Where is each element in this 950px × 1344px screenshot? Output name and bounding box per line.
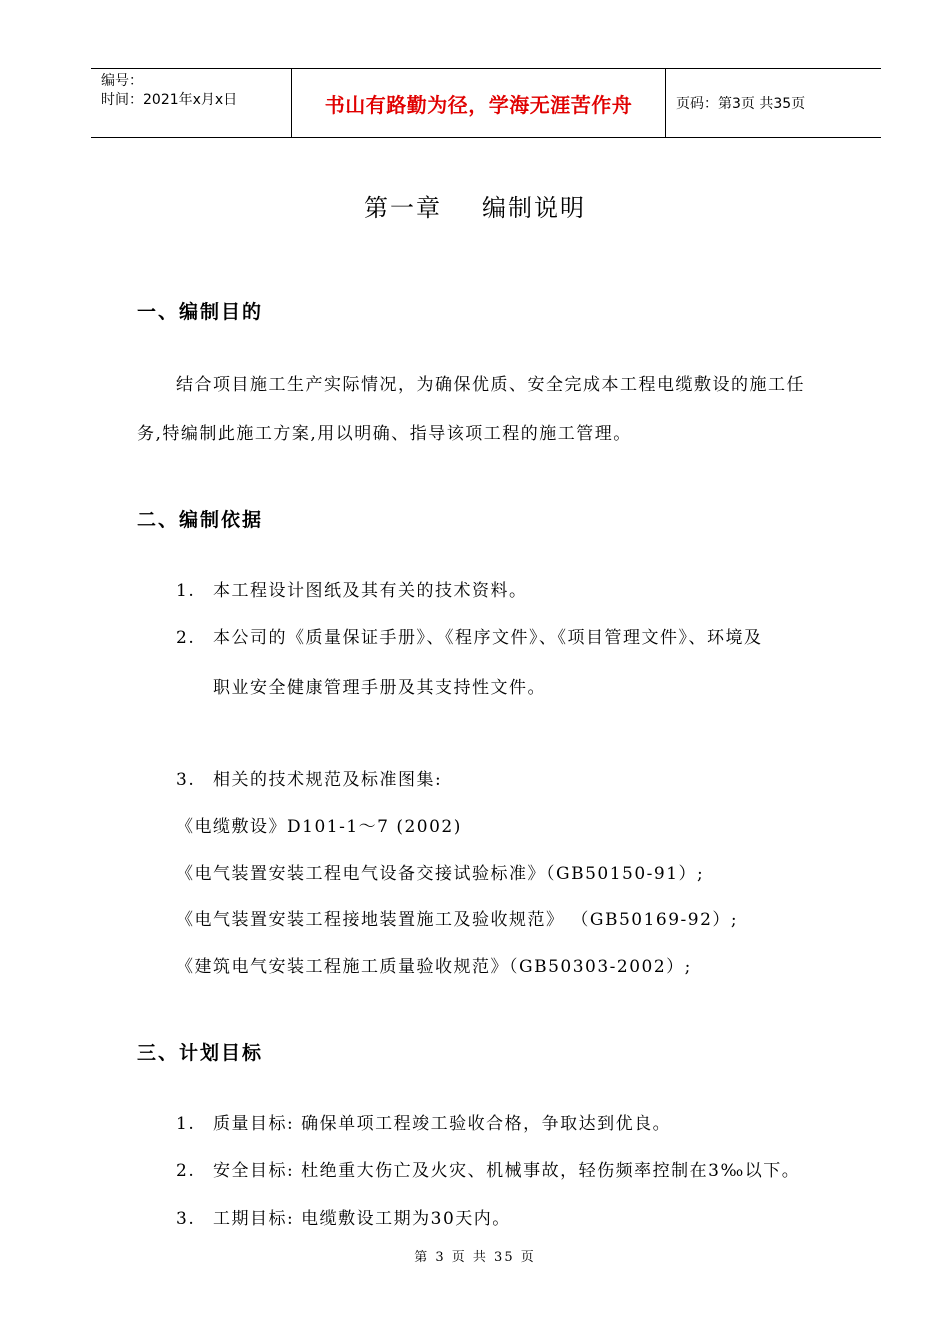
section-3-title: 三、计划目标 <box>137 1042 264 1064</box>
item-text: 工期目标: 电缆敷设工期为30天内。 <box>213 1209 511 1229</box>
header-motto: 书山有路勤为径，学海无涯苦作舟 <box>292 69 666 137</box>
item-text: 本工程设计图纸及其有关的技术资料。 <box>213 581 528 601</box>
item-text: 质量目标: 确保单项工程竣工验收合格，争取达到优良。 <box>213 1114 672 1134</box>
item-number: 2. <box>176 1161 196 1181</box>
date-label: 时间：2021年x月x日 <box>101 92 238 108</box>
item-number: 1. <box>176 1114 196 1134</box>
item-number: 2. <box>176 628 196 648</box>
item-number: 3. <box>176 1209 196 1229</box>
reference-1: 《电缆敷设》D101-1～7 (2002) <box>176 817 462 837</box>
section-3-item-1 <box>176 1109 671 1134</box>
section-2-title: 二、编制依据 <box>137 509 264 531</box>
item-text: 本公司的《质量保证手册》、《程序文件》、《项目管理文件》、环境及 <box>213 628 763 648</box>
page-footer: 第 3 页 共 35 页 <box>414 1250 536 1265</box>
section-3-item-2 <box>176 1156 800 1181</box>
header-table <box>91 68 881 138</box>
item-number: 1. <box>176 581 196 601</box>
header-left-cell <box>91 69 292 137</box>
chapter-name: 编制说明 <box>482 194 586 222</box>
item-text: 安全目标: 杜绝重大伤亡及火灾、机械事故，轻伤频率控制在3‰以下。 <box>213 1161 801 1181</box>
section-2-item-1 <box>176 576 528 601</box>
reference-3: 《电气装置安装工程接地装置施工及验收规范》 （GB50169-92）; <box>176 910 739 930</box>
code-label: 编号： <box>101 73 143 89</box>
reference-2: 《电气装置安装工程电气设备交接试验标准》（GB50150-91）; <box>176 864 705 884</box>
section-1-line-2: 务,特编制此施工方案,用以明确、指导该项工程的施工管理。 <box>137 424 632 444</box>
section-1-line-1: 结合项目施工生产实际情况，为确保优质、安全完成本工程电缆敷设的施工任 <box>176 375 805 395</box>
chapter-number: 第一章 <box>364 194 442 222</box>
section-2-item-2 <box>176 623 763 648</box>
section-2-item-3 <box>176 765 442 790</box>
item-number: 3. <box>176 770 196 790</box>
section-1-title: 一、编制目的 <box>137 301 264 323</box>
section-2-item-2-continued: 职业安全健康管理手册及其支持性文件。 <box>213 678 546 698</box>
chapter-heading <box>0 188 950 223</box>
reference-4: 《建筑电气安装工程施工质量验收规范》（GB50303-2002）; <box>176 957 692 977</box>
header-page-info: 页码：第3页 共35页 <box>676 96 806 112</box>
section-3-item-3 <box>176 1204 511 1229</box>
item-text: 相关的技术规范及标准图集: <box>213 770 443 790</box>
